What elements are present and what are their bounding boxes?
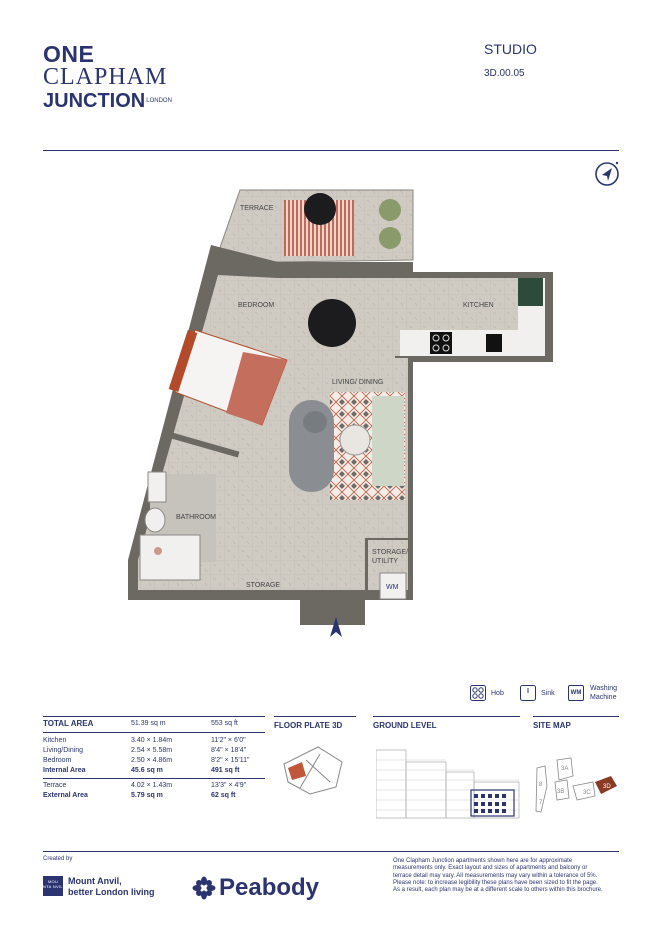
floor-plate-title: FLOOR PLATE 3D (274, 721, 343, 730)
internal-sqm: 45.6 sq m (131, 767, 163, 774)
floor-plate-divider (274, 716, 356, 717)
total-row (43, 719, 265, 729)
wm-legend-icon: WM (568, 685, 584, 701)
row-label: Kitchen (43, 737, 67, 744)
row-imperial: 8'4" × 18'4" (211, 747, 247, 754)
terrace-row-metric: 4.02 × 1.43m (131, 782, 173, 789)
site-label-7: 7 (539, 800, 543, 806)
site-map-title: SITE MAP (533, 721, 571, 730)
vanity (148, 472, 166, 502)
total-sqm: 51.39 sq m (131, 720, 166, 727)
area-table (43, 719, 265, 801)
internal-row (43, 766, 265, 776)
row-imperial: 11'2" × 6'0" (211, 737, 246, 744)
area-divider (43, 778, 265, 779)
living-dining-label: LIVING/ DINING (332, 379, 384, 386)
external-sqm: 5.79 sq m (131, 792, 163, 799)
sink-legend-icon (520, 685, 536, 701)
legend-sink: Sink (541, 690, 555, 697)
row-metric: 2.50 × 4.86m (131, 757, 173, 764)
logo-junction-text: JUNCTION (43, 90, 146, 112)
terrace-table (284, 193, 354, 256)
internal-sqft: 491 sq ft (211, 767, 240, 774)
fridge (518, 278, 543, 306)
floor-plate-diagram (280, 742, 350, 797)
site-map-diagram (533, 756, 623, 816)
logo-line-clapham: CLAPHAM (43, 64, 168, 90)
row-metric: 2.54 × 5.58m (131, 747, 173, 754)
hob-icon (430, 332, 452, 354)
shower (140, 535, 200, 580)
sofa (289, 400, 334, 492)
site-label-3b: 3B (557, 789, 565, 795)
total-label: TOTAL AREA (43, 719, 94, 728)
shower-drain (154, 547, 162, 555)
legend-hob: Hob (491, 690, 504, 697)
peabody-logo-text: Peabody (219, 874, 320, 901)
sink-icon (486, 334, 502, 352)
disclaimer (393, 858, 623, 894)
terrace-row (43, 781, 265, 791)
logo-line-one: ONE (43, 41, 95, 67)
site-label-3c: 3C (583, 790, 591, 796)
mount-anvil-line1: Mount Anvil, (68, 876, 122, 886)
disclaimer-line: Please note: to increase legibility these plans have been sized to fit the page. (393, 879, 598, 886)
living-table (340, 425, 370, 455)
terrace-label: TERRACE (240, 205, 274, 212)
table-row (43, 746, 265, 756)
external-sqft: 62 sq ft (211, 792, 236, 799)
kitchen-label: KITCHEN (463, 302, 494, 309)
mount-anvil-line2: better London living (68, 887, 155, 897)
legend-machine: Machine (590, 694, 617, 701)
site-label-8: 8 (539, 782, 543, 788)
created-by: Created by (43, 856, 73, 862)
peabody-flower-icon (192, 876, 216, 900)
area-divider-top (43, 716, 265, 717)
row-label: Bedroom (43, 757, 72, 764)
apartment-code: 3D.00.05 (484, 68, 525, 79)
logo-london-text: LONDON (146, 98, 172, 104)
toilet (145, 508, 165, 532)
external-label: External Area (43, 792, 88, 799)
wm-label: WM (386, 584, 399, 591)
table-row (43, 736, 265, 746)
disclaimer-line: One Clapham Junction apartments shown here are for approximate (393, 858, 573, 864)
bedroom-label: BEDROOM (238, 302, 275, 309)
ground-level-elevation (376, 742, 521, 820)
ground-level-divider (373, 716, 520, 717)
storage-utility-label-2: UTILITY (372, 558, 399, 565)
total-sqft: 553 sq ft (211, 720, 238, 727)
storage-utility-label-1: STORAGE/ (372, 549, 409, 556)
site-label-3d: 3D (603, 784, 611, 790)
internal-label: Internal Area (43, 767, 86, 774)
ground-level-title: GROUND LEVEL (373, 721, 437, 730)
disclaimer-line: terrace detail may vary. All measurements may vary within a tolerance of 5%. (393, 872, 598, 879)
legend-washing: Washing (590, 685, 617, 692)
hob-legend-icon (470, 685, 486, 701)
row-label: Living/Dining (43, 747, 84, 754)
row-imperial: 8'2" × 15'11" (211, 757, 250, 764)
mount-anvil-text (68, 876, 155, 898)
disclaimer-line: measurements only. Exact layout and sizes of apartments and balcony or (393, 865, 588, 872)
disclaimer-line: As a result, each plan may be at a different scale to others within this brochure. (393, 887, 603, 894)
mount-anvil-logo: MOU NTA NVIL (43, 876, 63, 896)
site-map-divider (533, 716, 619, 717)
terrace-row-imperial: 13'3" × 4'9" (211, 782, 247, 789)
area-divider (43, 732, 265, 733)
table-row (43, 756, 265, 766)
apartment-type: STUDIO (484, 41, 537, 57)
row-metric: 3.40 × 1.84m (131, 737, 173, 744)
storage-label: STORAGE (246, 582, 281, 589)
bathroom-label: BATHROOM (176, 514, 216, 521)
footer-divider (43, 851, 619, 852)
external-row (43, 791, 265, 801)
terrace-row-label: Terrace (43, 782, 67, 789)
bedroom-table (308, 299, 356, 347)
site-label-3a: 3A (561, 766, 569, 772)
